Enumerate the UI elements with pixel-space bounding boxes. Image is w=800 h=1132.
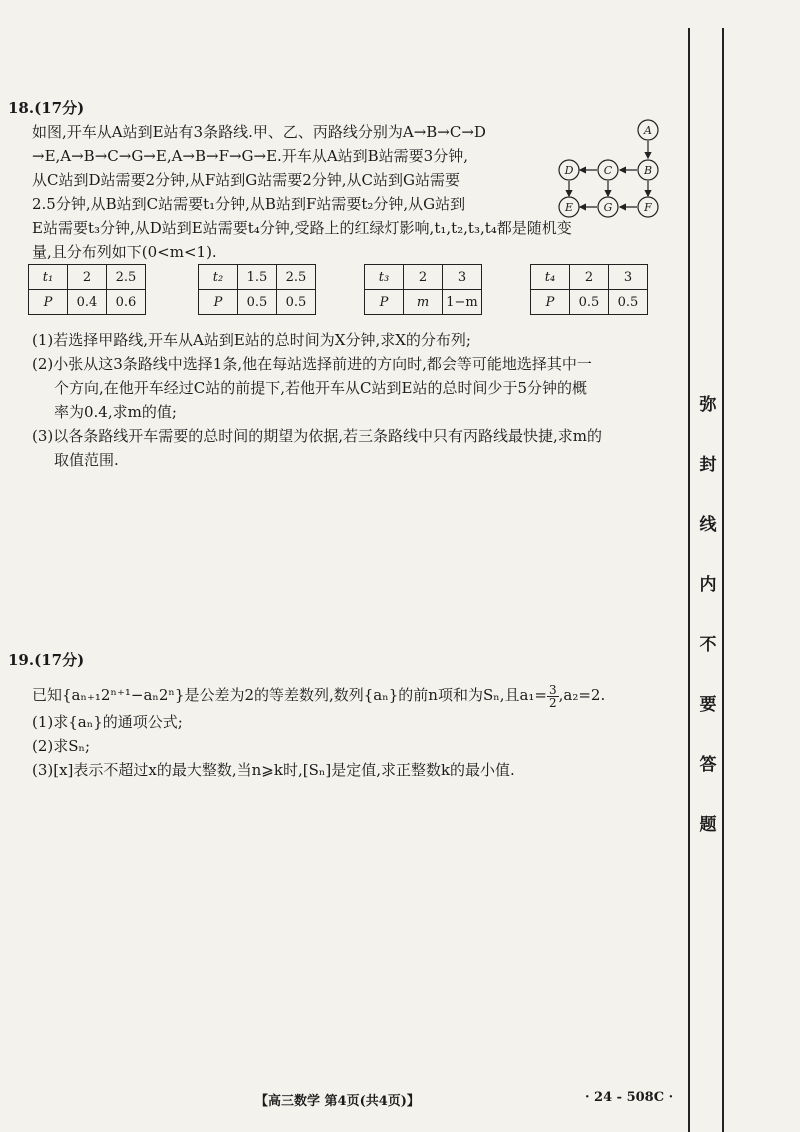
q18-header: [8, 96, 680, 120]
q18-part3-line2: 取值范围.: [54, 451, 119, 469]
t2-p1: 0.5: [238, 290, 277, 315]
q18-intro-line2: →E,A→B→C→G→E,A→B→F→G→E.开车从A站到B站需要3分钟,: [32, 147, 468, 165]
q19-fraction: [547, 684, 559, 709]
t2-v1: 1.5: [238, 265, 277, 290]
table-t4: [530, 264, 648, 315]
seal-char-2: 封: [699, 455, 717, 475]
q19-statement: [32, 680, 672, 710]
q18-part2-line2: 个方向,在他开车经过C站的前提下,若他开车从C站到E站的总时间少于5分钟的概: [54, 379, 587, 397]
q18-parts: [32, 328, 672, 472]
q19-score: (17分): [34, 651, 85, 669]
q18-part2-line1: (2)小张从这3条路线中选择1条,他在每站选择前进的方向时,都会等可能地选择其中一: [32, 355, 592, 373]
node-label-e: E: [564, 201, 574, 214]
q18-part3-line1: (3)以各条路线开车需要的总时间的期望为依据,若三条路线中只有丙路线最快捷,求m的: [32, 427, 603, 445]
q18-intro-line6: 量,且分布列如下(0<m<1).: [32, 243, 217, 261]
q18-score: (17分): [34, 99, 85, 117]
q18-intro-line4: 2.5分钟,从B站到C站需要t₁分钟,从B站到F站需要t₂分钟,从G站到: [32, 195, 466, 213]
q19-frac-den: 2: [549, 695, 557, 710]
q19-part2: (2)求Sₙ;: [32, 737, 91, 755]
t4-p: P: [531, 290, 570, 315]
t1-v1: 2: [68, 265, 107, 290]
seal-warning: [696, 0, 720, 1132]
node-label-c: C: [603, 164, 613, 177]
t2-v2: 2.5: [277, 265, 316, 290]
t1-p1: 0.4: [68, 290, 107, 315]
seal-char-8: 题: [699, 815, 717, 835]
q19-stmt-b: ,a₂=2.: [558, 686, 606, 704]
q18-intro-line3: 从C站到D站需要2分钟,从F站到G站需要2分钟,从C站到G站需要: [32, 171, 460, 189]
seal-char-4: 内: [699, 575, 717, 595]
t1-p: P: [29, 290, 68, 315]
route-diagram: [552, 118, 668, 224]
seal-char-1: 弥: [699, 395, 717, 415]
q19-frac-num: 3: [549, 682, 557, 697]
q19-part1: (1)求{aₙ}的通项公式;: [32, 713, 183, 731]
t4-p1: 0.5: [570, 290, 609, 315]
t4-v1: 2: [570, 265, 609, 290]
t4-var: t₄: [531, 265, 570, 290]
q19-stmt-a: 已知{aₙ₊₁2ⁿ⁺¹−aₙ2ⁿ}是公差为2的等差数列,数列{aₙ}的前n项和为Sₙ,且a₁=: [32, 686, 547, 704]
node-label-d: D: [564, 164, 574, 177]
seal-char-3: 线: [699, 515, 717, 535]
t4-p2: 0.5: [609, 290, 648, 315]
t3-v1: 2: [404, 265, 443, 290]
q18-intro-line5: E站需要t₃分钟,从D站到E站需要t₄分钟,受路上的红绿灯影响,t₁,t₂,t₃,t₄都是随机变: [32, 219, 572, 237]
node-label-f: F: [644, 201, 652, 214]
t3-var: t₃: [365, 265, 404, 290]
q18-number: 18.: [8, 99, 35, 117]
node-label-a: A: [644, 124, 652, 137]
binding-line-right: [722, 28, 724, 1132]
q18-part2-line3: 率为0.4,求m的值;: [54, 403, 177, 421]
page-footer: [0, 1090, 688, 1110]
t2-var: t₂: [199, 265, 238, 290]
t2-p: P: [199, 290, 238, 315]
t4-v2: 3: [609, 265, 648, 290]
t3-p: P: [365, 290, 404, 315]
footer-code: · 24 - 508C ·: [585, 1090, 674, 1105]
t2-p2: 0.5: [277, 290, 316, 315]
t1-v2: 2.5: [107, 265, 146, 290]
footer-page-info: 【高三数学 第4页(共4页)】: [255, 1094, 420, 1109]
seal-char-7: 答: [699, 755, 717, 775]
t3-p1: m: [404, 290, 443, 315]
q19-body: [32, 680, 672, 782]
t1-p2: 0.6: [107, 290, 146, 315]
q19-number: 19.: [8, 651, 35, 669]
q19-part3: (3)[x]表示不超过x的最大整数,当n⩾k时,[Sₙ]是定值,求正整数k的最小值.: [32, 761, 515, 779]
table-t3: [364, 264, 482, 315]
table-t2: [198, 264, 316, 315]
table-t1: [28, 264, 146, 315]
seal-char-6: 要: [699, 695, 717, 715]
binding-line-left: [688, 28, 690, 1132]
t3-p2: 1−m: [443, 290, 482, 315]
q18-intro-line1: 如图,开车从A站到E站有3条路线.甲、乙、丙路线分别为A→B→C→D: [32, 123, 486, 141]
node-label-g: G: [603, 201, 613, 214]
node-label-b: B: [643, 164, 653, 177]
distribution-tables: [28, 264, 660, 322]
question-19: [8, 648, 680, 672]
q18-intro: [32, 120, 552, 216]
seal-char-5: 不: [699, 635, 717, 655]
t1-var: t₁: [29, 265, 68, 290]
q18-part1: (1)若选择甲路线,开车从A站到E站的总时间为X分钟,求X的分布列;: [32, 331, 471, 349]
t3-v2: 3: [443, 265, 482, 290]
q19-header: [8, 648, 680, 672]
